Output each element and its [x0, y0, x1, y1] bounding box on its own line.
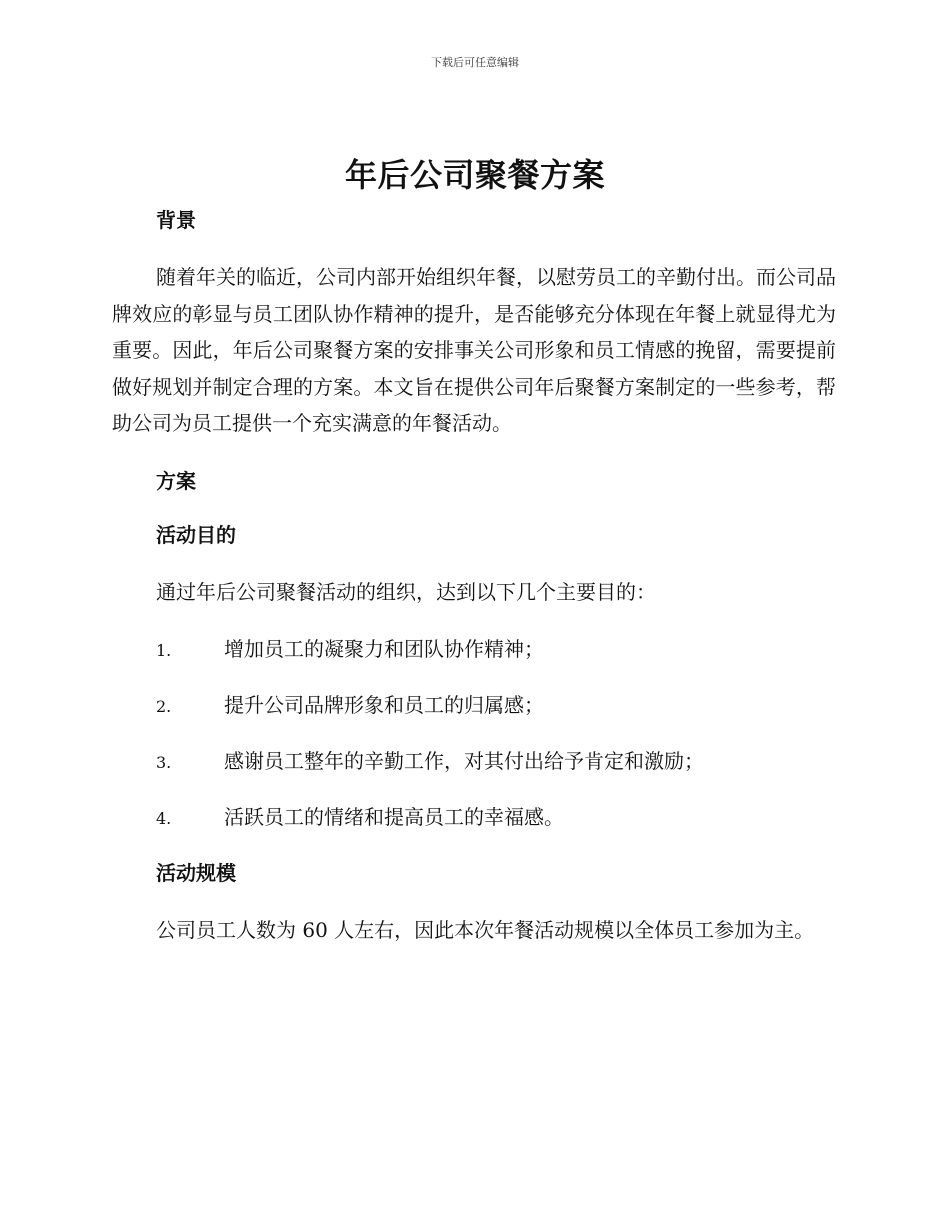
document-title: 年后公司聚餐方案 — [344, 156, 605, 194]
list-item — [112, 746, 836, 778]
section-heading-background: 背景 — [156, 208, 196, 232]
header-note: 下载后可任意编辑 — [431, 56, 519, 69]
list-number: 3. — [156, 753, 172, 772]
list-item — [112, 690, 836, 722]
list-text: 提升公司品牌形象和员工的归属感； — [224, 693, 544, 717]
list-text: 感谢员工整年的辛勤工作，对其付出给予肯定和激励； — [224, 749, 704, 773]
list-text: 增加员工的凝聚力和团队协作精神； — [224, 637, 544, 661]
list-item — [112, 802, 836, 834]
purpose-intro: 通过年后公司聚餐活动的组织，达到以下几个主要目的： — [156, 579, 656, 604]
section-heading-plan: 方案 — [156, 468, 196, 493]
list-number: 2. — [156, 697, 172, 716]
section-heading-scale: 活动规模 — [156, 861, 236, 885]
list-number: 4. — [156, 809, 172, 828]
list-text: 活跃员工的情绪和提高员工的幸福感。 — [224, 805, 564, 829]
scale-paragraph: 公司员工人数为 60 人左右，因此本次年餐活动规模以全体员工参加为主。 — [156, 918, 815, 942]
document-body — [112, 205, 836, 949]
background-paragraph: 随着年关的临近，公司内部开始组织年餐，以慰劳员工的辛勤付出。而公司品牌效应的彰显与员工团队协作精神的提升，是否能够充分体现在年餐上就显得尤为重要。因此，年后公司聚餐方案的安排事关公司形象和员工情感的挽留，需要提前做好规划并制定合理的方案。本文旨在提供公司年后聚餐方案制定的一些参考，帮助公司为员工提供一个充实满意的年餐活动。 — [112, 265, 836, 435]
section-heading-purpose: 活动目的 — [156, 522, 236, 547]
list-number: 1. — [156, 641, 172, 660]
list-item — [112, 634, 836, 666]
